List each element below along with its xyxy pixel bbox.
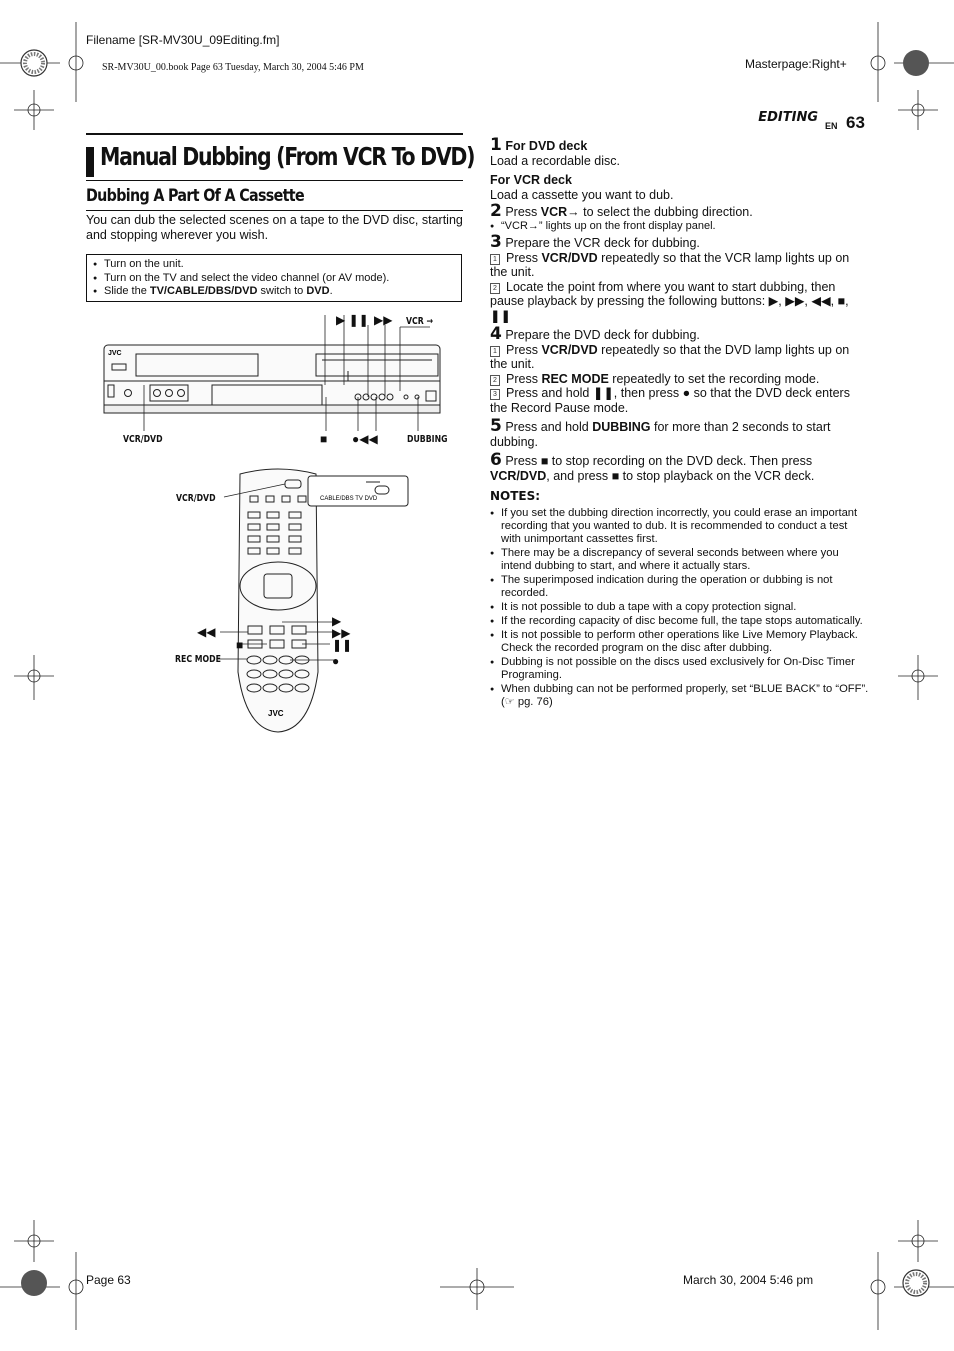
stop-icon: ■ — [320, 432, 328, 446]
step-4c: 3 Press and hold ❚❚, then press ● so that the DVD deck enters the Record Pause mode. — [490, 386, 850, 415]
book-line: SR-MV30U_00.book Page 63 Tuesday, March 30, 2004 5:46 PM — [102, 62, 364, 73]
notes-heading: NOTES: — [490, 489, 541, 503]
footer-page: Page 63 — [86, 1273, 131, 1287]
vcr-dvd-label: VCR/DVD — [123, 434, 163, 445]
step-3: 3 Prepare the VCR deck for dubbing. — [490, 232, 700, 252]
subtitle-rule — [86, 210, 463, 211]
step-1-vcr-text: Load a cassette you want to dub. — [490, 187, 674, 202]
remote-pause-icon: ❚❚ — [332, 638, 353, 652]
filename: Filename [SR-MV30U_09Editing.fm] — [86, 33, 280, 47]
deck-illustration — [86, 305, 466, 455]
remote-vcr-dvd-label: VCR/DVD — [176, 493, 216, 504]
step-1-vcr: For VCR deck — [490, 173, 572, 187]
note-item: ● When dubbing can not be performed properly, set “BLUE BACK” to “OFF”. (☞ pg. 76) — [490, 683, 870, 710]
step-4: 4 Prepare the DVD deck for dubbing. — [490, 324, 700, 344]
intro-text: You can dub the selected scenes on a tape to the DVD disc, starting and stopping wherever you wish. — [86, 213, 463, 242]
page-title: Manual Dubbing (From VCR To DVD) — [100, 142, 475, 171]
footer-date: March 30, 2004 5:46 pm — [683, 1273, 814, 1287]
note-item: ● The superimposed indication during the operation or dubbing is not recorded. — [490, 574, 870, 601]
remote-record-icon: ● — [332, 654, 340, 668]
note-item: ● If you set the dubbing direction incorrectly, you could erase an important recording that you wanted to dub. It is recommended to conduct a test with unimportant cassettes first. — [490, 507, 870, 547]
prep-item: ● Turn on the TV and select the video channel (or AV mode). — [93, 272, 461, 286]
step-4a: 1 Press VCR/DVD repeatedly so that the DVD lamp lights up on the unit. — [490, 342, 850, 371]
step-1-text: Load a recordable disc. — [490, 153, 620, 168]
dubbing-label: DUBBING — [407, 434, 448, 445]
play-pause-icon: ▶ ❚❚ — [336, 313, 369, 327]
fast-forward-icon: ▶▶ — [374, 313, 393, 327]
note-item: ● If the recording capacity of disc become full, the tape stops automatically. — [490, 615, 870, 628]
note-item: ● It is not possible to dub a tape with a copy protection signal. — [490, 601, 870, 614]
running-head: EDITING — [758, 110, 818, 125]
steps-column — [490, 135, 870, 710]
step-6: 6 Press ■ to stop recording on the DVD deck. Then press VCR/DVD, and press ■ to stop playback on the VCR deck. — [490, 450, 815, 483]
remote-ffwd-icon: ▶▶ — [332, 626, 351, 640]
step-4b: 2 Press REC MODE repeatedly to set the recording mode. — [490, 372, 870, 387]
step-1: 1 For DVD deck — [490, 135, 588, 155]
masterpage: Masterpage:Right+ — [745, 57, 847, 71]
remote-stop-icon: ■ — [236, 638, 244, 652]
section-rule — [86, 133, 463, 135]
note-item: ● There may be a discrepancy of several seconds between where you intend dubbing to start, and where it actually stars. — [490, 547, 870, 574]
page-number: 63 — [846, 113, 865, 132]
preparation-box — [86, 254, 462, 302]
remote-illustration — [190, 462, 420, 742]
step-2: 2 Press VCR→ to select the dubbing direction. — [490, 201, 753, 221]
step-5: 5 Press and hold DUBBING for more than 2 seconds to start dubbing. — [490, 416, 831, 449]
prep-item: ● Turn on the unit. — [93, 258, 461, 272]
deck-brand: JVC — [108, 350, 122, 357]
remote-switch-text: CABLE/DBS TV DVD — [320, 496, 378, 502]
remote-play-icon: ▶ — [332, 614, 342, 628]
language-code: EN — [825, 121, 838, 131]
step-3b: 2 Locate the point from where you want to start dubbing, then pause playback by pressing the following buttons: ▶, ▶▶, ◀◀, ■, ❚❚ — [490, 279, 849, 323]
rewind-icon: ◀◀ — [197, 625, 216, 639]
note-item: ● Dubbing is not possible on the discs used exclusively for On-Disc Timer Programing. — [490, 656, 870, 683]
title-bar — [86, 147, 94, 177]
step-3a: 1 Press VCR/DVD repeatedly so that the VCR lamp lights up on the unit. — [490, 250, 850, 279]
vcr-arrow-label: VCR → — [406, 316, 433, 327]
subtitle: Dubbing A Part Of A Cassette — [86, 186, 304, 206]
prep-item: ● Slide the TV/CABLE/DBS/DVD switch to DVD. — [93, 285, 461, 299]
remote-brand: JVC — [268, 709, 284, 718]
rec-mode-label: REC MODE — [175, 654, 221, 665]
record-rewind-icon: ●◀◀ — [352, 432, 378, 446]
step-2-bullet: ● “VCR→” lights up on the front display panel. — [490, 220, 870, 234]
title-rule — [86, 180, 463, 181]
note-item: ● It is not possible to perform other operations like Live Memory Playback. Check the recorded program on the disc after dubbing. — [490, 629, 870, 656]
